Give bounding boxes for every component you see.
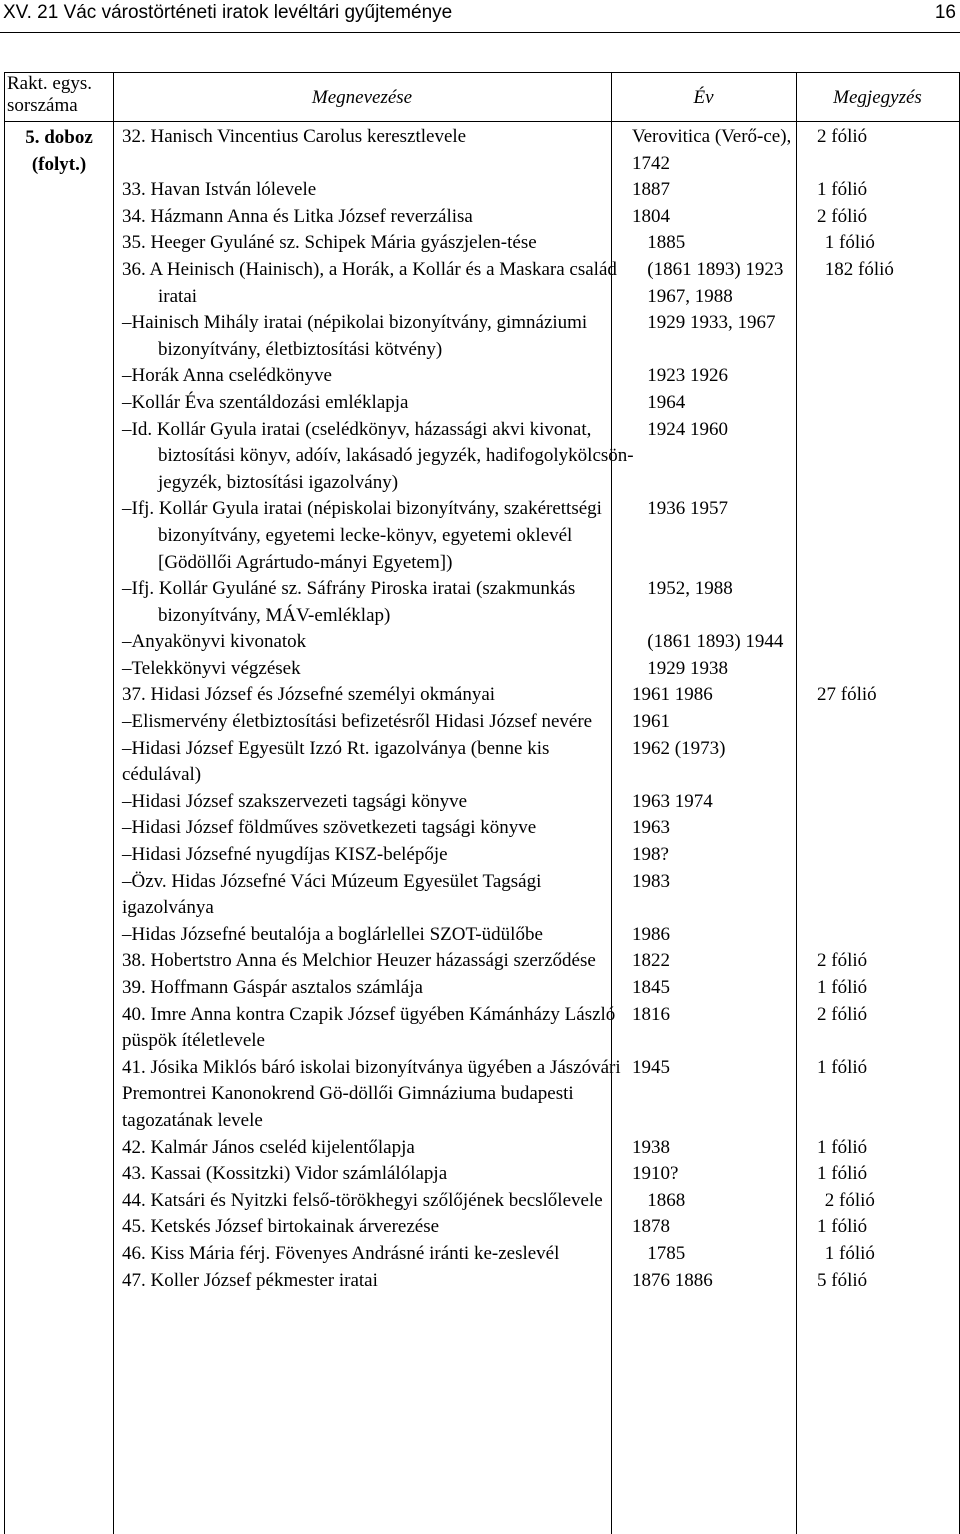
header-divider <box>5 121 959 122</box>
row-description-text: Özv. Hidas Józsefné Váci Múzeum Egyesület Tagsági igazolványa <box>122 870 542 919</box>
row-note: 1 fólió <box>817 1056 868 1078</box>
row-year: 1945 <box>632 1056 670 1078</box>
row-note: 2 fólió <box>817 950 868 972</box>
row-description <box>122 842 622 869</box>
row-year: 1804 <box>632 205 670 227</box>
table-row <box>5 576 959 629</box>
row-description-text: Hidasi József szakszervezeti tagsági könyve <box>131 790 468 812</box>
row-description: 32. Hanisch Vincentius Carolus keresztlevele <box>122 126 467 147</box>
row-year: 1876 1886 <box>632 1269 713 1291</box>
row-year: 1887 <box>632 179 670 201</box>
row-note <box>817 789 957 816</box>
row-note <box>825 576 959 629</box>
row-note: 1 fólió <box>817 1216 868 1238</box>
row-description-text: Hidasi Józsefné nyugdíjas KISZ-belépője <box>131 844 448 866</box>
row-description <box>122 922 622 949</box>
row-description <box>122 629 637 656</box>
table-row <box>5 390 959 417</box>
table-row <box>5 124 959 177</box>
dash-marker: – <box>122 365 132 387</box>
row-year: 1936 1957 <box>647 498 729 520</box>
row-year: 1929 1938 <box>647 657 729 679</box>
dash-marker: – <box>122 844 132 866</box>
table-row <box>5 310 959 363</box>
table-row <box>5 922 959 949</box>
row-note: 1 fólió <box>824 232 875 254</box>
dash-marker: – <box>122 817 132 839</box>
table-row <box>5 1214 959 1241</box>
row-description: 36. A Heinisch (Hainisch), a Horák, a Kollár és a Maskara család iratai <box>122 258 617 307</box>
row-year: 1785 <box>647 1242 686 1264</box>
row-note: 2 fólió <box>824 1189 875 1211</box>
row-description-text: Horák Anna cselédkönyve <box>131 365 332 387</box>
row-year: 1923 1926 <box>647 365 729 387</box>
row-year: 1964 <box>647 391 686 413</box>
row-note <box>817 922 957 949</box>
row-description-text: Ifj. Kollár Gyula iratai (népiskolai bizonyítvány, szakérettségi bizonyítvány, egyetemi lecke-könyv, egyetemi oklevél [Gödöllői Agrártudo-mányi Egyetem]) <box>131 498 602 573</box>
row-year: 1962 (1973) <box>632 737 726 759</box>
row-description: 43. Kassai (Kossitzki) Vidor számlálólapja <box>122 1163 448 1185</box>
header-name: Megnevezése <box>311 87 413 108</box>
row-year: Verovitica (Verő-ce), 1742 <box>632 126 792 174</box>
dash-marker: – <box>122 312 132 334</box>
row-year: 198? <box>632 844 669 866</box>
row-description-text: Elismervény életbiztosítási befizetésről Hidasi József nevére <box>131 711 593 733</box>
row-description: 41. Jósika Miklós báró iskolai bizonyítványa ügyében a Jászóvári Premontrei Kanonokrend Gö-döllői Gimnáziuma budapesti tagozatának levele <box>122 1056 621 1131</box>
dash-marker: – <box>122 711 132 733</box>
table-row <box>5 1268 959 1295</box>
dash-marker: – <box>122 870 132 892</box>
records-table <box>4 72 960 1534</box>
row-year: 1929 1933, 1967 <box>647 312 776 334</box>
row-year: 1885 <box>647 232 686 254</box>
row-year: 1845 <box>632 977 670 998</box>
row-description <box>122 815 622 842</box>
table-row <box>5 1241 959 1268</box>
row-description: 37. Hidasi József és Józsefné személyi okmányai <box>122 684 496 706</box>
row-description <box>122 310 637 363</box>
row-description <box>122 869 622 922</box>
row-description <box>122 363 637 390</box>
row-description: 42. Kalmár János cseléd kijelentőlapja <box>122 1136 415 1158</box>
table-body <box>5 124 959 1294</box>
row-year: 1952, 1988 <box>647 578 733 600</box>
row-year: 1868 <box>647 1189 686 1211</box>
row-description: 46. Kiss Mária férj. Fövenyes Andrásné iránti ke-zeslevél <box>122 1242 560 1264</box>
dash-marker: – <box>122 418 132 440</box>
row-year: 1910? <box>632 1163 679 1185</box>
row-note <box>817 736 957 789</box>
row-description: 47. Koller József pékmester iratai <box>122 1269 378 1291</box>
row-note: 27 fólió <box>817 684 877 706</box>
row-description <box>122 789 622 816</box>
header-note: Megjegyzés <box>833 87 922 108</box>
row-description: 40. Imre Anna kontra Czapik József ügyében Kámánházy László püspök ítéletlevele <box>122 1003 616 1052</box>
row-description-text: Hainisch Mihály iratai (népikolai bizonyítvány, gimnáziumi bizonyítvány, életbiztosítási kötvény) <box>131 312 588 360</box>
row-description <box>122 390 637 417</box>
table-row <box>5 1135 959 1162</box>
row-year: 1924 1960 <box>647 418 729 440</box>
row-description-text: Ifj. Kollár Gyuláné sz. Sáfrány Piroska iratai (szakmunkás bizonyítvány, MÁV-emléklap) <box>131 578 576 626</box>
header-year: Év <box>693 87 714 108</box>
table-row <box>5 815 959 842</box>
row-note <box>825 363 959 390</box>
row-description-text: Hidas Józsefné beutalója a boglárlellei SZOT-üdülőbe <box>131 923 543 945</box>
dash-marker: – <box>122 498 132 520</box>
row-description-text: Hidasi József Egyesült Izzó Rt. igazolványa (benne kis cédulával) <box>122 737 550 786</box>
row-year: (1861 1893) 1944 <box>647 631 784 653</box>
row-note <box>817 869 957 922</box>
table-row <box>5 177 959 204</box>
table-row <box>5 948 959 975</box>
row-year: 1961 <box>632 711 670 733</box>
row-description <box>122 417 637 497</box>
row-description <box>122 709 622 736</box>
page-title: XV. 21 Vác várostörténeti iratok levéltári gyűjteménye <box>3 2 453 23</box>
row-note <box>825 629 959 656</box>
row-description-text: Hidasi József földműves szövetkezeti tagsági könyve <box>131 817 537 839</box>
row-note <box>825 310 959 363</box>
row-year: 1986 <box>632 923 670 945</box>
table-row <box>5 496 959 576</box>
row-description: 44. Katsári és Nyitzki felső-törökhegyi szőlőjének becslőlevele <box>122 1189 603 1211</box>
row-note <box>817 815 957 842</box>
table-row <box>5 1161 959 1188</box>
dash-marker: – <box>122 578 132 600</box>
table-row <box>5 1002 959 1055</box>
row-note: 5 fólió <box>817 1269 868 1291</box>
row-year: 1816 <box>632 1003 670 1025</box>
dash-marker: – <box>122 923 132 945</box>
row-description <box>122 496 637 576</box>
table-row <box>5 1188 959 1215</box>
table-row <box>5 230 959 257</box>
row-year: (1861 1893) 1923 1967, 1988 <box>647 258 784 307</box>
table-row <box>5 975 959 1002</box>
row-note <box>825 496 959 576</box>
table-row <box>5 682 959 709</box>
row-note: 1 fólió <box>817 179 868 201</box>
row-description: 34. Házmann Anna és Litka József reverzálisa <box>122 205 473 227</box>
table-row <box>5 257 959 310</box>
row-description: 45. Ketskés József birtokainak árverezése <box>122 1216 440 1238</box>
row-year: 1961 1986 <box>632 684 713 706</box>
table-row <box>5 363 959 390</box>
row-description <box>122 656 637 683</box>
row-description-text: Telekkönyvi végzések <box>131 657 301 679</box>
row-year: 1983 <box>632 870 670 892</box>
page-number: 16 <box>934 2 956 23</box>
row-description-text: Kollár Éva szentáldozási emléklapja <box>131 391 409 413</box>
row-note <box>825 417 959 497</box>
table-row <box>5 709 959 736</box>
row-year: 1938 <box>632 1136 670 1158</box>
table-row <box>5 656 959 683</box>
row-description-text: Anyakönyvi kivonatok <box>131 631 307 653</box>
dash-marker: – <box>122 790 132 812</box>
header-unit <box>7 73 111 117</box>
row-note: 182 fólió <box>824 258 894 280</box>
dash-marker: – <box>122 631 132 653</box>
row-description <box>122 576 637 629</box>
row-year: 1822 <box>632 950 670 972</box>
table-row <box>5 736 959 789</box>
row-note: 2 fólió <box>817 205 868 227</box>
storage-unit-label: 5. doboz (folyt.) <box>25 127 93 175</box>
row-description <box>122 736 622 789</box>
row-description: 39. Hoffmann Gáspár asztalos számlája <box>122 977 423 998</box>
row-description-text: Id. Kollár Gyula iratai (cselédkönyv, házassági akvi kivonat, biztosítási könyv, adóív, lakásadó jegyzék, hadifogolykölcsön-jegyzék, biztosítási igazolvány) <box>131 418 634 493</box>
table-row <box>5 204 959 231</box>
row-note: 2 fólió <box>817 126 868 147</box>
dash-marker: – <box>122 657 132 679</box>
table-row <box>5 1055 959 1135</box>
row-description: 38. Hobertstro Anna és Melchior Heuzer házassági szerződése <box>122 950 596 972</box>
header-unit-label: Rakt. egys. sorszáma <box>7 73 92 116</box>
row-note: 1 fólió <box>817 977 868 998</box>
row-note <box>825 390 959 417</box>
row-note: 1 fólió <box>817 1163 868 1185</box>
row-note: 1 fólió <box>817 1136 868 1158</box>
dash-marker: – <box>122 737 132 759</box>
row-note: 1 fólió <box>824 1242 875 1264</box>
row-year: 1963 <box>632 817 670 839</box>
table-row <box>5 629 959 656</box>
row-description: 35. Heeger Gyuláné sz. Schipek Mária gyászjelen-tése <box>122 232 537 254</box>
row-note <box>817 842 957 869</box>
table-row <box>5 789 959 816</box>
page-header <box>0 0 960 33</box>
table-row <box>5 417 959 497</box>
row-year: 1963 1974 <box>632 790 713 812</box>
table-row <box>5 842 959 869</box>
row-note <box>817 709 957 736</box>
dash-marker: – <box>122 391 132 413</box>
row-year: 1878 <box>632 1216 670 1238</box>
row-note: 2 fólió <box>817 1003 868 1025</box>
row-description: 33. Havan István lólevele <box>122 179 317 201</box>
row-note <box>825 656 959 683</box>
table-row <box>5 869 959 922</box>
